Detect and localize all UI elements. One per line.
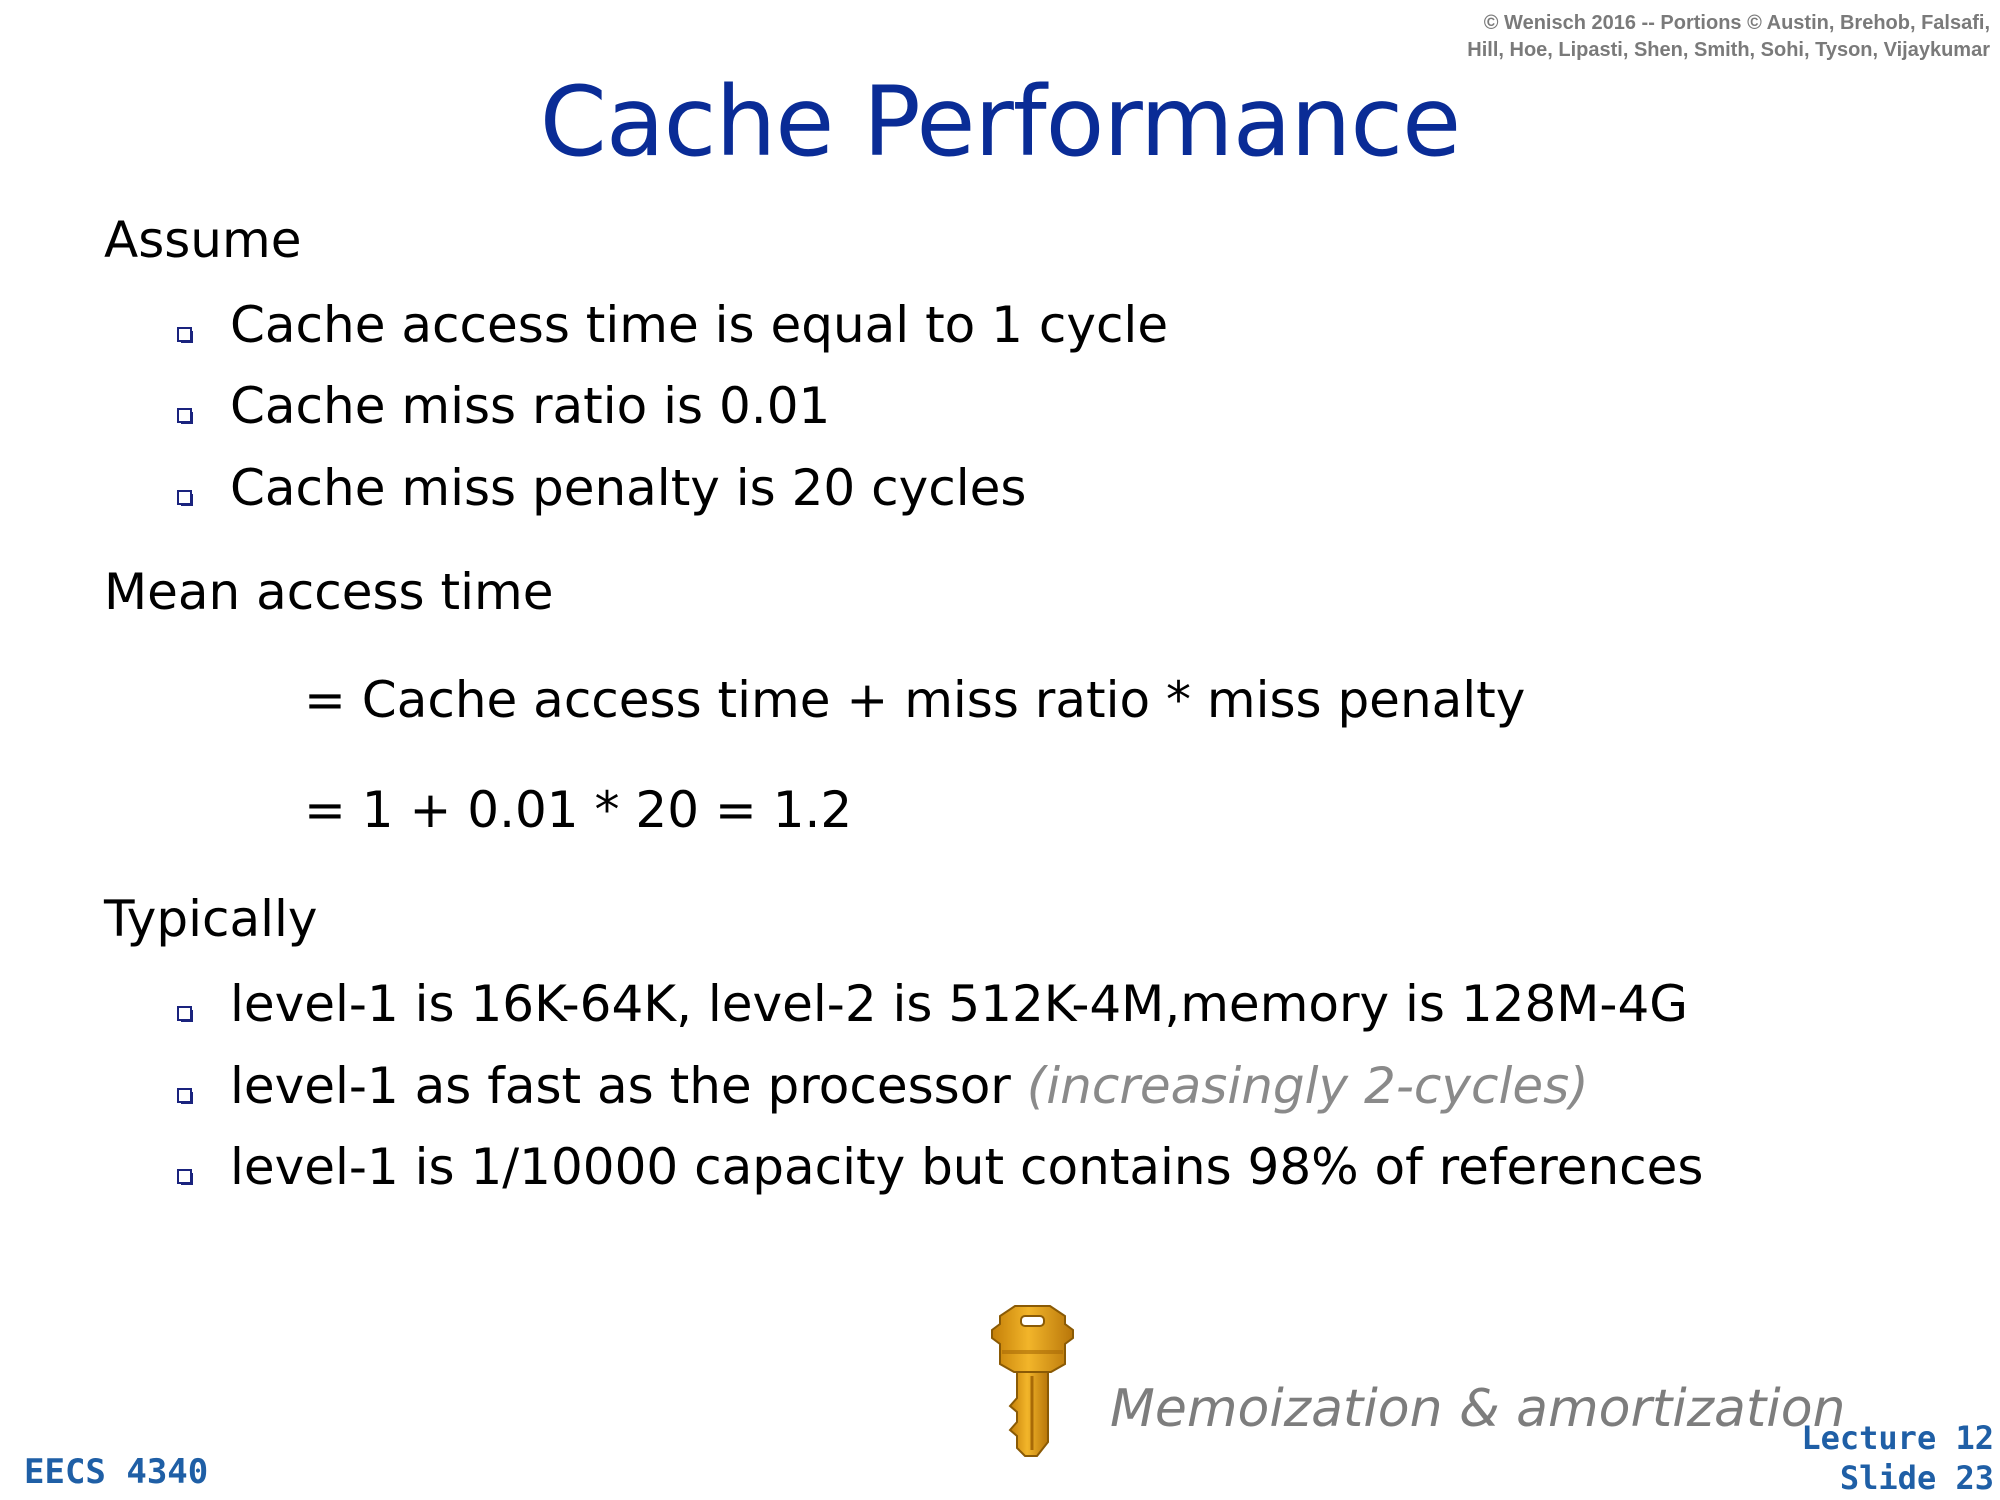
bullet-square-icon [176, 1087, 194, 1105]
bullet-square-icon [176, 326, 194, 344]
assume-item-miss-penalty: Cache miss penalty is 20 cycles [230, 459, 1027, 517]
slide-number: Slide 23 [1839, 1459, 1994, 1497]
typically-item-sizes: level-1 is 16K-64K, level-2 is 512K-4M,memory is 128M-4G [230, 975, 1689, 1033]
typically-item-speed-text: level-1 as fast as the processor [230, 1057, 1027, 1115]
formula-definition: = Cache access time + miss ratio * miss penalty [304, 671, 1526, 729]
typically-item-speed-note: (increasingly 2-cycles) [1026, 1057, 1589, 1115]
tagline-memoization: Memoization & amortization [1110, 1379, 1846, 1439]
bullet-square-icon [176, 489, 194, 507]
formula-result: = 1 + 0.01 * 20 = 1.2 [304, 781, 853, 839]
assume-item-miss-ratio: Cache miss ratio is 0.01 [230, 377, 831, 435]
key-icon [985, 1304, 1080, 1459]
bullet-square-icon [176, 1168, 194, 1186]
bullet-square-icon [176, 407, 194, 425]
assume-item-access-time: Cache access time is equal to 1 cycle [230, 296, 1169, 354]
course-label: EECS 4340 [24, 1452, 209, 1492]
bullet-square-icon [176, 1005, 194, 1023]
slide-title: Cache Performance [539, 66, 1461, 178]
typically-item-capacity: level-1 is 1/10000 capacity but contains 98% of references [230, 1138, 1704, 1196]
copyright-notice [1467, 10, 1990, 64]
lecture-number: Lecture 12 [1801, 1419, 1994, 1457]
copyright-line-2: Hill, Hoe, Lipasti, Shen, Smith, Sohi, Tyson, Vijaykumar [1467, 39, 1990, 61]
copyright-line-1: © Wenisch 2016 -- Portions © Austin, Brehob, Falsafi, [1483, 12, 1990, 34]
heading-mean-access-time: Mean access time [104, 563, 554, 621]
heading-assume: Assume [104, 211, 302, 269]
heading-typically: Typically [104, 890, 318, 948]
typically-item-speed [230, 1056, 1589, 1116]
lecture-slide-label [1801, 1418, 1994, 1498]
